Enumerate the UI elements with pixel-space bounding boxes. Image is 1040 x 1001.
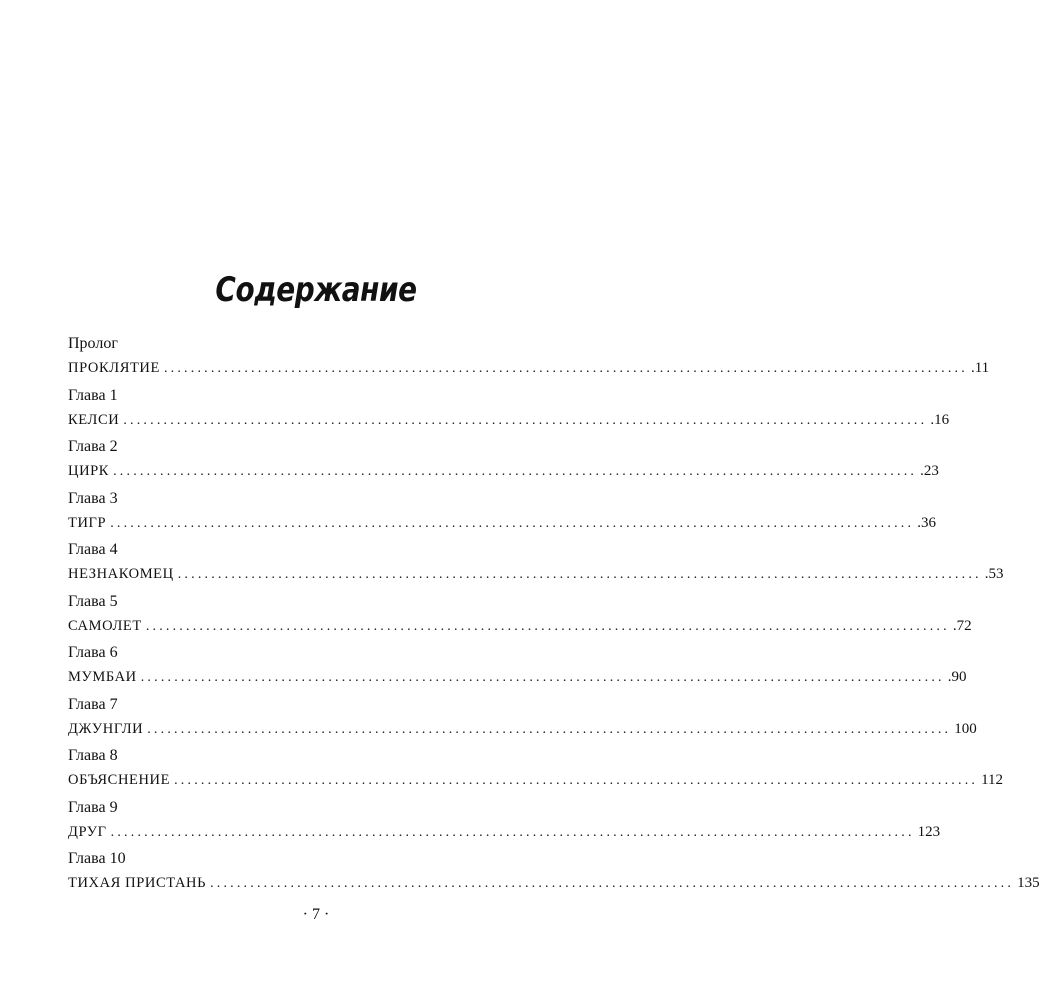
dot-leader: ........................................................................................................................ — [210, 876, 1015, 891]
chapter-label: Глава 8 — [68, 747, 118, 764]
page-title: Содержание — [215, 270, 417, 310]
dot-leader: ........................................................................................................................ — [174, 773, 979, 788]
chapter-label: Глава 7 — [68, 695, 118, 713]
chapter-title: ОБЪЯСНЕНИЕ — [68, 772, 171, 788]
dot-leader: ........................................................................................................................ — [147, 721, 952, 737]
toc-line — [68, 820, 941, 844]
page-number: 123 — [917, 823, 941, 840]
dot-leader: ........................................................................................................................ — [123, 412, 928, 428]
toc-entry — [68, 384, 950, 436]
dot-leader: ........................................................................................................................ — [140, 670, 945, 685]
chapter-label: Глава 5 — [68, 592, 118, 610]
chapter-label: Глава 10 — [68, 850, 126, 867]
toc-entry — [68, 641, 967, 693]
dot-leader: ........................................................................................................................ — [145, 618, 950, 634]
toc-line — [68, 665, 967, 689]
chapter-label: Глава 9 — [68, 798, 118, 816]
page-number: 112 — [981, 772, 1004, 788]
chapter-label: Пролог — [68, 335, 118, 352]
page-folio: · 7 · — [302, 906, 330, 923]
page-number: 100 — [954, 720, 977, 737]
page-number: .16 — [930, 411, 950, 428]
chapter-title: ДЖУНГЛИ — [68, 720, 144, 737]
toc-entry — [68, 538, 1004, 590]
toc-entry — [68, 796, 941, 848]
toc-line — [68, 511, 936, 535]
chapter-title: НЕЗНАКОМЕЦ — [68, 566, 174, 582]
chapter-label: Глава 2 — [68, 438, 118, 455]
dot-leader: ........................................................................................................................ — [110, 824, 915, 840]
toc-line — [68, 614, 972, 638]
page-number: .72 — [952, 617, 972, 634]
chapter-title: ДРУГ — [68, 823, 107, 840]
toc-line — [68, 871, 1040, 895]
toc-entry — [68, 487, 936, 539]
chapter-title: КЕЛСИ — [68, 411, 120, 428]
page-number: .36 — [917, 514, 936, 531]
toc-line — [68, 408, 950, 432]
toc-line — [68, 717, 977, 741]
chapter-title: САМОЛЕТ — [68, 617, 142, 634]
chapter-label: Глава 6 — [68, 644, 118, 661]
page-number: .90 — [947, 669, 967, 685]
chapter-label: Глава 4 — [68, 541, 118, 558]
page-number: 135 — [1017, 875, 1040, 891]
toc-entry — [68, 590, 972, 642]
chapter-label: Глава 1 — [68, 386, 118, 404]
toc-line — [68, 562, 1004, 586]
page-number: .53 — [984, 566, 1004, 582]
dot-leader: ........................................................................................................................ — [110, 515, 915, 531]
toc-line — [68, 459, 939, 483]
toc-entry — [68, 744, 1004, 796]
page-number: .11 — [970, 360, 990, 376]
chapter-label: Глава 3 — [68, 489, 118, 507]
chapter-title: ТИХАЯ ПРИСТАНЬ — [68, 875, 207, 891]
toc-entry — [68, 332, 990, 384]
chapter-title: ЦИРК — [68, 463, 110, 479]
toc-entry — [68, 693, 977, 745]
dot-leader: ........................................................................................................................ — [177, 567, 982, 582]
toc-entry — [68, 847, 1040, 899]
dot-leader: ........................................................................................................................ — [113, 464, 918, 479]
page-number: .23 — [920, 463, 939, 479]
table-of-contents — [68, 332, 1040, 899]
toc-line — [68, 356, 990, 380]
dot-leader: ........................................................................................................................ — [163, 361, 968, 376]
toc-line — [68, 768, 1004, 792]
chapter-title: ТИГР — [68, 514, 107, 531]
toc-entry — [68, 435, 939, 487]
chapter-title: МУМБАИ — [68, 669, 137, 685]
chapter-title: ПРОКЛЯТИЕ — [68, 360, 160, 376]
